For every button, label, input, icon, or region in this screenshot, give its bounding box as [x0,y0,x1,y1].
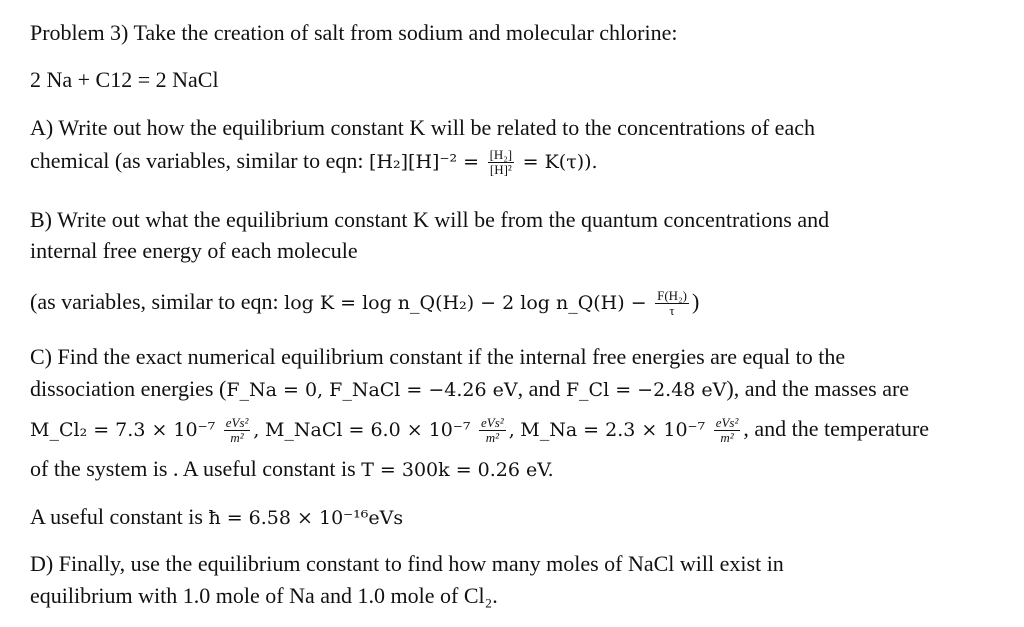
part-b-line-1: B) Write out what the equilibrium constant K will be from the quantum concentrations and [30,207,830,232]
temperature-eq: T = 300k = 0.26 eV. [361,459,554,481]
part-d-line-1: D) Finally, use the equilibrium constant to find how many moles of NaCl will exist in [30,551,784,576]
part-d-line-2: equilibrium with 1.0 mole of Na and 1.0 mole of Cl₂. [30,583,498,608]
reaction-equation: 2 Na + C12 = 2 NaCl [30,67,219,92]
part-c-free-energies: F_Na = 0, F_NaCl = −4.26 eV [226,379,518,401]
part-a-frac-num: [H₂] [489,147,513,163]
part-c-text-a: dissociation energies ( [30,376,227,401]
hbar-eq: ħ = 6.58 × 10⁻¹⁶eVs [208,507,404,529]
part-c-f-cl: F_Cl = −2.48 eV [565,379,727,401]
mass-cl2-unit [224,416,251,445]
constant-line [30,504,403,531]
mass-cl2: M_Cl₂ = 7.3 × 10⁻⁷ [30,419,216,441]
part-b-line-2: internal free energy of each molecule [30,238,358,263]
part-c-line-1: C) Find the exact numerical equilibrium constant if the internal free energies are equal to the [30,344,846,369]
constant-text: A useful constant is [30,504,203,529]
part-a-line-1: A) Write out how the equilibrium constant K will be related to the concentrations of each [30,115,815,140]
part-c-line-4-text: of the system is . A useful constant is [30,456,356,481]
part-c-text-c: ), and the masses are [726,376,910,401]
part-c-text-b: , and [517,376,561,401]
unit-den: m² [485,430,499,446]
part-b-close: ) [691,289,700,314]
part-b-text: (as variables, similar to eqn: [30,289,279,314]
unit-den: m² [720,430,734,446]
part-b-fraction [655,289,689,318]
mass-nacl-unit [479,416,506,445]
part-b-eq: log K = log n_Q(H₂) − 2 log n_Q(H) − [284,292,647,314]
problem-title: Problem 3) Take the creation of salt from sodium and molecular chlorine: [30,20,678,45]
part-b-line-3 [30,289,699,318]
mass-na-unit [714,416,741,445]
part-c-line-2 [30,376,909,403]
part-a-line-2 [30,148,598,177]
part-c-line-4 [30,456,554,483]
mass-nacl: M_NaCl = 6.0 × 10⁻⁷ [264,419,471,441]
mass-na: M_Na = 2.3 × 10⁻⁷ [520,419,706,441]
part-a-text: chemical (as variables, similar to eqn: [30,148,364,173]
part-c-tail: , and the temperature [743,416,930,441]
part-b-frac-den: τ [669,303,675,319]
part-b-frac-num: F(H₂) [657,288,687,304]
part-a-eq-rhs: = K(τ)). [522,151,598,173]
unit-num: eVs² [715,415,739,431]
unit-num: eVs² [481,415,504,431]
part-a-eq-lhs: [H₂][H]⁻² = [369,151,480,173]
unit-num: eVs² [225,415,249,431]
unit-den: m² [230,430,244,446]
part-a-fraction [488,148,515,177]
part-a-frac-den: [H]² [489,162,512,178]
part-c-line-3: M_Cl₂ = 7.3 × 10⁻⁷ $\frac{\text{eVs²}}{\text{m²}}$ , M_NaCl = 6.0 × 10⁻⁷ $\frac{\text{eVs²}}{\text{m²}}$ , M_Na = 2.3 × 10⁻⁷ $\frac{\text{eVs²}}{\text{m²}}$ , and the temperature [30,415,930,446]
